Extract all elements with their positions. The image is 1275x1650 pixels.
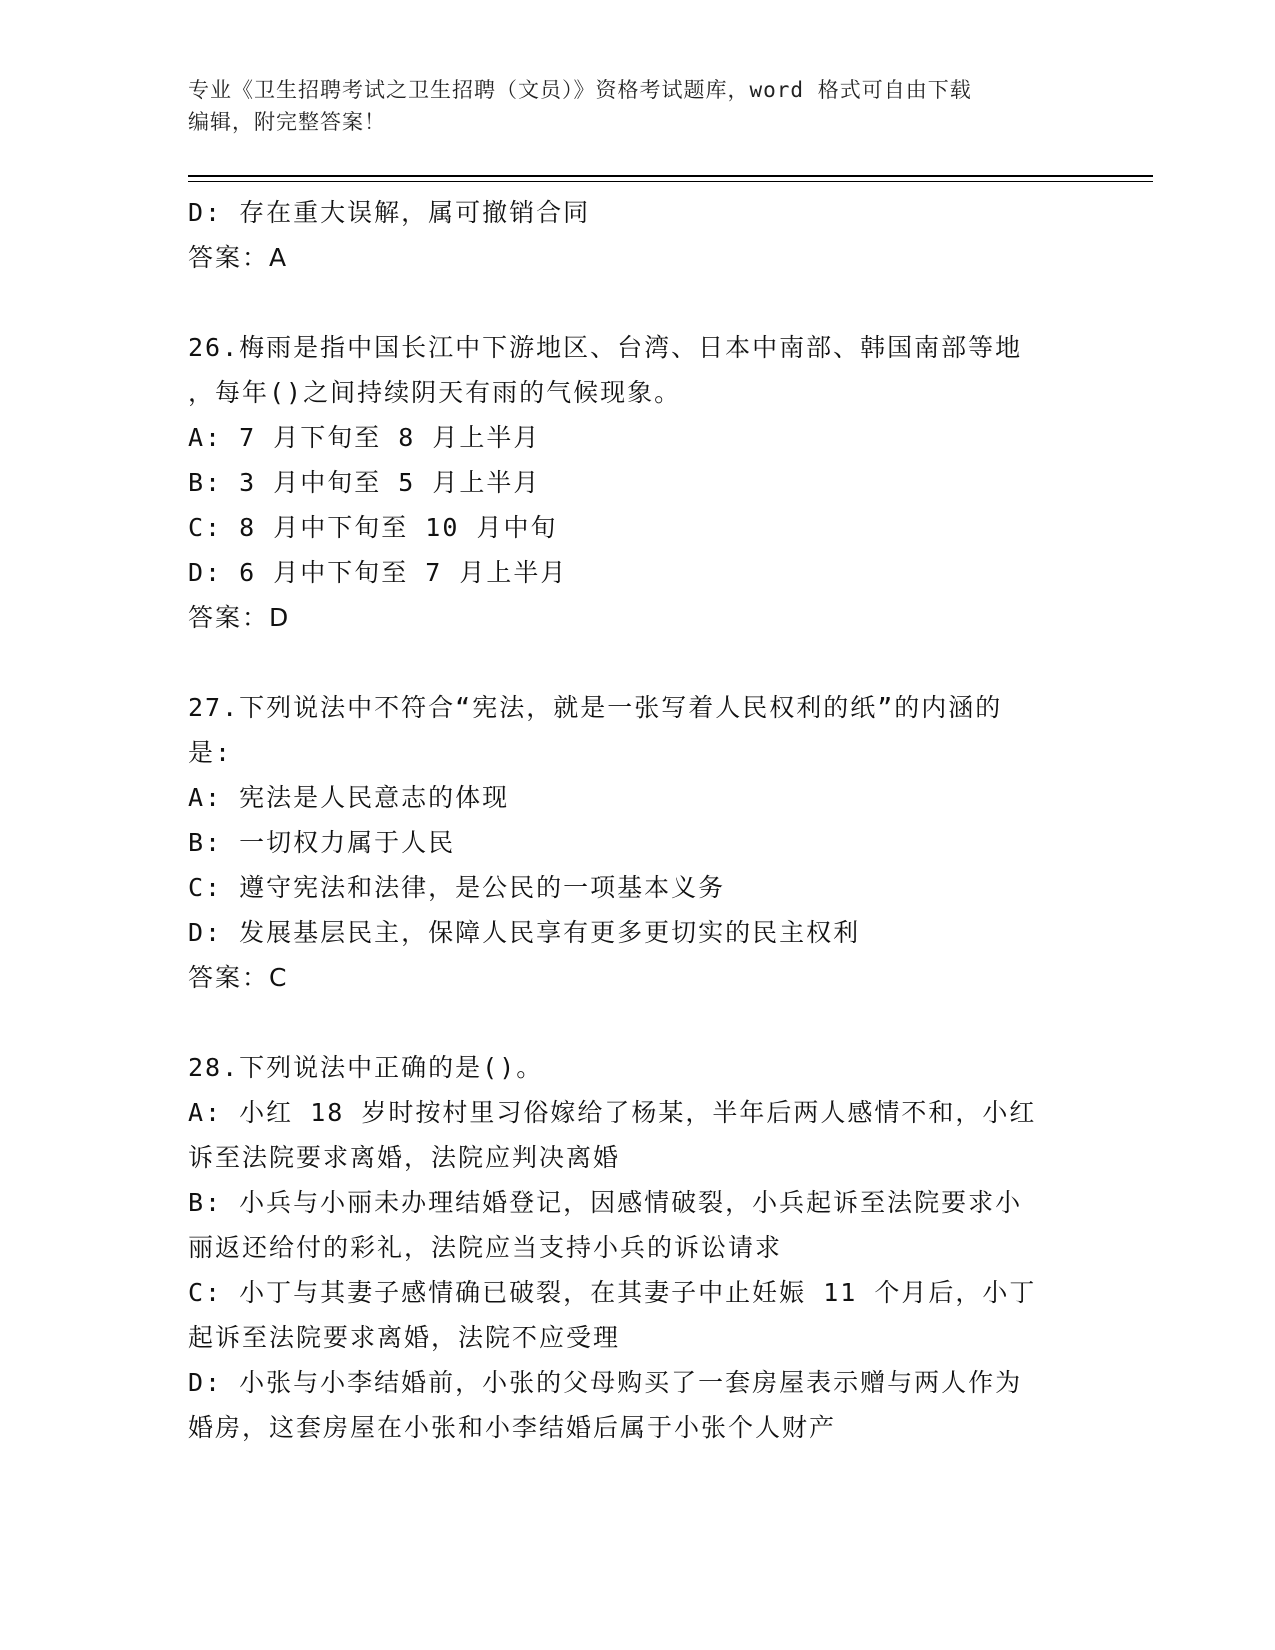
- header-line-1: 专业《卫生招聘考试之卫生招聘（文员）》资格考试题库，word 格式可自由下载: [188, 78, 972, 102]
- header-rule-thin: [188, 181, 1153, 182]
- option-d: D: 小张与小李结婚前，小张的父母购买了一套房屋表示赠与两人作为: [188, 1368, 1023, 1397]
- question-28: [188, 1045, 1068, 1450]
- option-a: A: 小红 18 岁时按村里习俗嫁给了杨某，半年后两人感情不和，小红: [188, 1098, 1037, 1127]
- header-rule-thick: [188, 175, 1153, 177]
- option-c: C: 8 月中下旬至 10 月中旬: [188, 513, 558, 542]
- question-27: [188, 685, 1068, 1000]
- answer: 答案：D: [188, 603, 291, 632]
- option-c-cont: 起诉至法院要求离婚，法院不应受理: [188, 1323, 621, 1352]
- option-a-cont: 诉至法院要求离婚，法院应判决离婚: [188, 1143, 621, 1172]
- prev-question: [188, 190, 1068, 280]
- document-body: [188, 190, 1068, 1450]
- question-stem-cont: 是:: [188, 738, 233, 767]
- question-26: [188, 325, 1068, 640]
- option-a: A: 7 月下旬至 8 月上半月: [188, 423, 541, 452]
- document-header: [188, 74, 1068, 138]
- option-d: D: 6 月中下旬至 7 月上半月: [188, 558, 568, 587]
- answer: 答案：A: [188, 243, 289, 272]
- question-stem: 28.下列说法中正确的是()。: [188, 1053, 544, 1082]
- spacer: [188, 280, 1068, 325]
- option-b-cont: 丽返还给付的彩礼，法院应当支持小兵的诉讼请求: [188, 1233, 783, 1262]
- option-d-cont: 婚房，这套房屋在小张和小李结婚后属于小张个人财产: [188, 1413, 837, 1442]
- question-stem: 26.梅雨是指中国长江中下游地区、台湾、日本中南部、韩国南部等地: [188, 333, 1023, 362]
- option-c: C: 小丁与其妻子感情确已破裂，在其妻子中止妊娠 11 个月后，小丁: [188, 1278, 1037, 1307]
- option-b: B: 小兵与小丽未办理结婚登记，因感情破裂，小兵起诉至法院要求小: [188, 1188, 1023, 1217]
- option-c: C: 遵守宪法和法律，是公民的一项基本义务: [188, 873, 726, 902]
- option-a: A: 宪法是人民意志的体现: [188, 783, 510, 812]
- option-b: B: 一切权力属于人民: [188, 828, 456, 857]
- option-d: D: 发展基层民主，保障人民享有更多更切实的民主权利: [188, 918, 861, 947]
- spacer: [188, 1000, 1068, 1045]
- question-stem: 27.下列说法中不符合“宪法，就是一张写着人民权利的纸”的内涵的: [188, 693, 1003, 722]
- question-stem-cont: ，每年()之间持续阴天有雨的气候现象。: [188, 378, 682, 407]
- header-line-2: 编辑，附完整答案！: [188, 110, 386, 134]
- spacer: [188, 640, 1068, 685]
- option-b: B: 3 月中旬至 5 月上半月: [188, 468, 541, 497]
- answer: 答案：C: [188, 963, 289, 992]
- option-d: D: 存在重大误解，属可撤销合同: [188, 198, 591, 227]
